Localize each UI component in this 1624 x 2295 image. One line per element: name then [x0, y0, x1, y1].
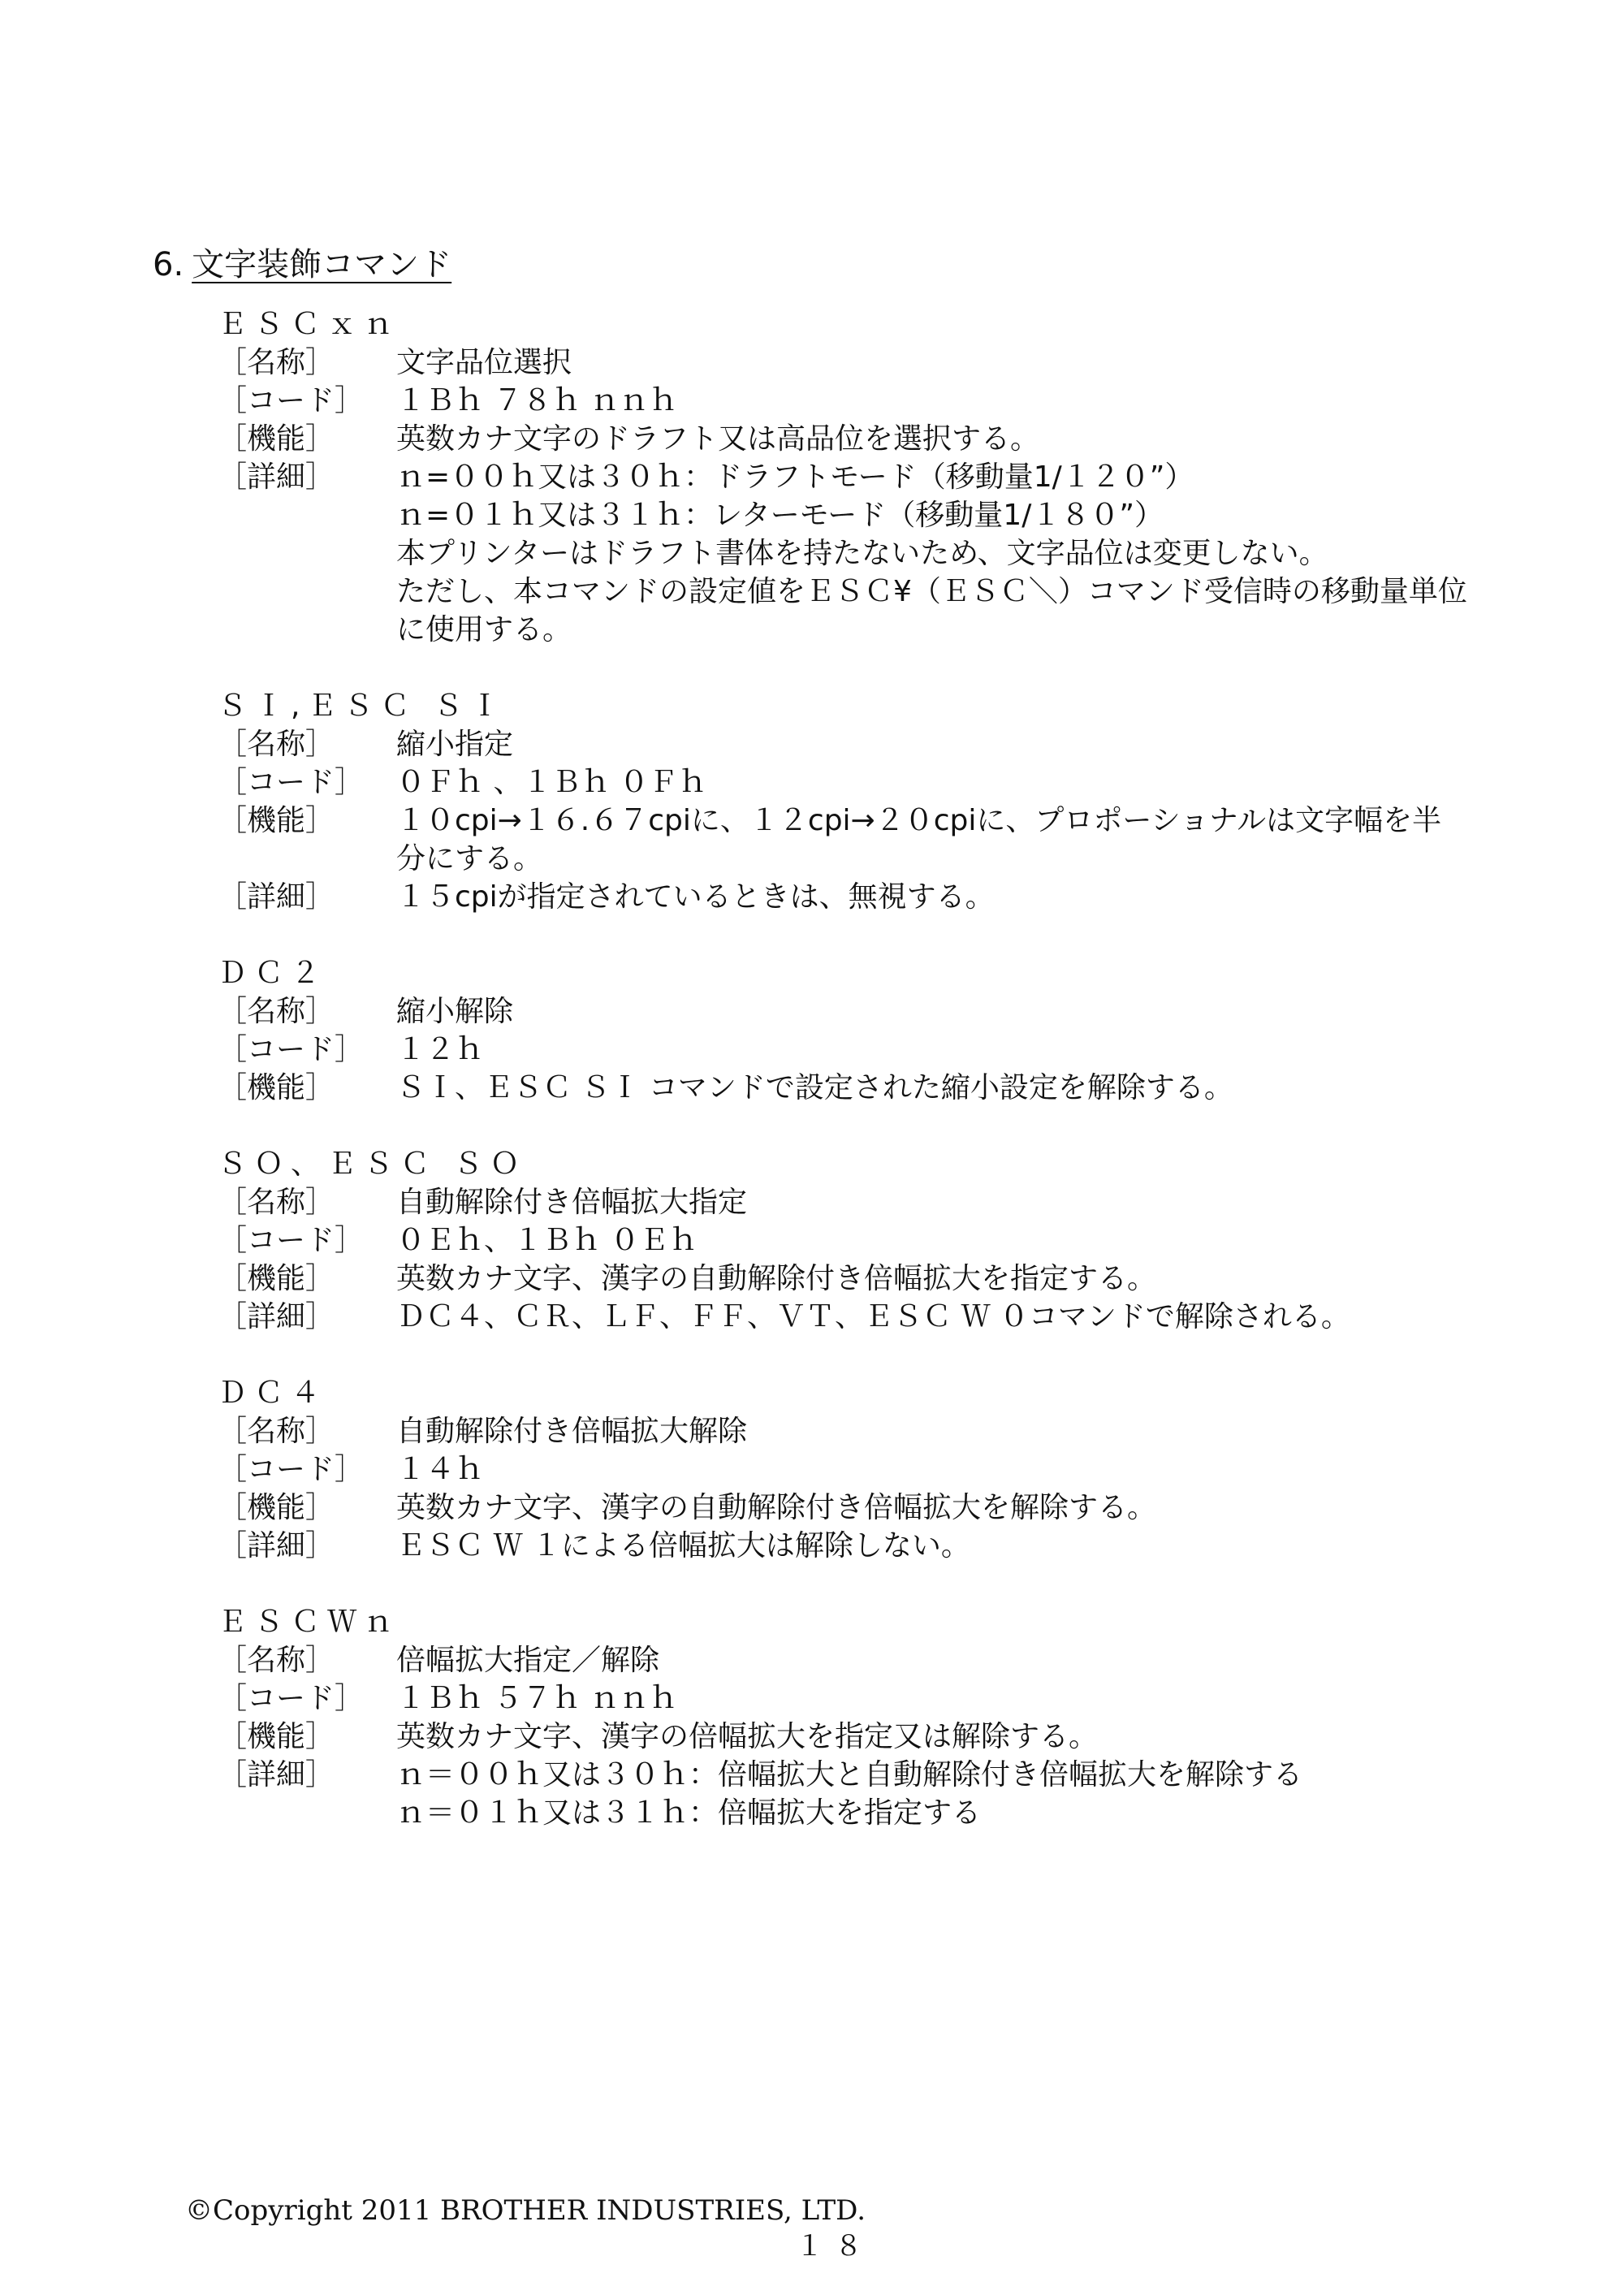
- field-value-line: 自動解除付き倍幅拡大解除: [396, 1415, 748, 1448]
- command-field-row: [218, 878, 1517, 916]
- field-value: [396, 1641, 1517, 1679]
- field-label: ［名称］: [218, 1186, 335, 1219]
- page-number: １８: [796, 2230, 874, 2263]
- field-value: [396, 1756, 1517, 1832]
- field-label: ［機能］: [218, 1262, 335, 1295]
- field-value: [396, 382, 1517, 420]
- copyright-notice: ©Copyright 2011 BROTHER INDUSTRIES, LTD.: [185, 2194, 866, 2227]
- field-label: ［名称］: [218, 1415, 335, 1448]
- command-name: ＳＩ,ＥＳＣ ＳＩ: [218, 689, 507, 723]
- field-value: [396, 1450, 1517, 1489]
- field-value: [396, 1679, 1517, 1718]
- field-label: ［コード］: [218, 766, 365, 799]
- command-list: [218, 305, 1517, 1870]
- command-name: ＤＣ４: [218, 1377, 328, 1410]
- field-value: [396, 458, 1517, 649]
- field-label: ［名称］: [218, 995, 335, 1028]
- field-value-line: 英数カナ文字、漢字の自動解除付き倍幅拡大を指定する。: [396, 1262, 1157, 1295]
- field-value: [396, 344, 1517, 382]
- command-field-row: [218, 1641, 1517, 1679]
- field-value-line: １４ｈ: [396, 1453, 485, 1486]
- command-field-row: [218, 1412, 1517, 1450]
- field-label: ［コード］: [218, 1682, 365, 1715]
- field-label: ［名称］: [218, 728, 335, 761]
- field-value-line: に使用する。: [396, 613, 572, 646]
- field-label: ［詳細］: [218, 1758, 335, 1791]
- field-value: [396, 1489, 1517, 1527]
- command-field-row: [218, 1183, 1517, 1221]
- field-value: [396, 1260, 1517, 1298]
- command-field-row: [218, 1489, 1517, 1527]
- field-value-line: ＳＩ、ＥＳＣ ＳＩ コマンドで設定された縮小設定を解除する。: [396, 1071, 1233, 1104]
- command-block: [218, 687, 1517, 916]
- command-field-row: [218, 458, 1517, 649]
- field-value-line: 倍幅拡大指定／解除: [396, 1644, 660, 1677]
- command-block: [218, 1145, 1517, 1336]
- command-field-row: [218, 1679, 1517, 1718]
- command-field-row: [218, 1069, 1517, 1107]
- field-value-line: ０Ｆｈ 、１Ｂｈ ０Ｆｈ: [396, 766, 707, 799]
- field-value: [396, 1298, 1517, 1336]
- field-label: ［詳細］: [218, 880, 335, 914]
- field-value-line: ｎ=００ｈ又は３０ｈ：ドラフトモード（移動量1/１２０”）: [396, 460, 1194, 494]
- field-label: ［名称］: [218, 346, 335, 379]
- command-name: ＥＳＣＷｎ: [218, 1606, 401, 1639]
- command-field-row: [218, 1298, 1517, 1336]
- field-value-line: 分にする。: [396, 842, 543, 875]
- field-label: ［機能］: [218, 1491, 335, 1524]
- field-value-line: ｎ=０１ｈ又は３１ｈ：レターモード（移動量1/１８０”）: [396, 499, 1164, 532]
- command-field-row: [218, 382, 1517, 420]
- field-value-line: 英数カナ文字、漢字の自動解除付き倍幅拡大を解除する。: [396, 1491, 1157, 1524]
- command-block: [218, 1603, 1517, 1832]
- field-value: [396, 1412, 1517, 1450]
- field-value-line: 縮小指定: [396, 728, 514, 761]
- field-value: [396, 1183, 1517, 1221]
- section-number: 6.: [153, 246, 184, 283]
- field-label: ［機能］: [218, 1071, 335, 1104]
- command-field-row: [218, 802, 1517, 878]
- field-value: [396, 802, 1517, 878]
- field-label: ［詳細］: [218, 1529, 335, 1562]
- command-block: [218, 1374, 1517, 1565]
- command-field-row: [218, 1221, 1517, 1260]
- field-label: ［機能］: [218, 422, 335, 456]
- command-field-row: [218, 1450, 1517, 1489]
- field-label: ［コード］: [218, 1453, 365, 1486]
- field-value-line: ＤＣ４、ＣＲ、ＬＦ、ＦＦ、ＶＴ、ＥＳＣ Ｗ ０コマンドで解除される。: [396, 1300, 1350, 1333]
- field-value: [396, 725, 1517, 763]
- field-value: [396, 763, 1517, 802]
- field-value: [396, 1031, 1517, 1069]
- command-field-row: [218, 1031, 1517, 1069]
- field-label: ［コード］: [218, 1033, 365, 1066]
- field-label: ［詳細］: [218, 1300, 335, 1333]
- field-value-line: １０cpi→１６.６７cpiに、１２cpi→２０cpiに、プロポーショナルは文字幅を半: [396, 804, 1442, 837]
- field-value-line: ただし、本コマンドの設定値をＥＳＣ¥（ＥＳＣ＼）コマンド受信時の移動量単位: [396, 575, 1467, 608]
- command-block: [218, 954, 1517, 1107]
- field-value: [396, 420, 1517, 458]
- field-value-line: １５cpiが指定されているときは、無視する。: [396, 880, 995, 914]
- command-field-row: [218, 344, 1517, 382]
- field-value: [396, 992, 1517, 1031]
- field-value: [396, 1718, 1517, 1756]
- command-field-row: [218, 1260, 1517, 1298]
- field-value-line: １Ｂｈ ５７ｈ ｎｎｈ: [396, 1682, 678, 1715]
- command-field-row: [218, 420, 1517, 458]
- field-value-line: 英数カナ文字のドラフト又は高品位を選択する。: [396, 422, 1040, 456]
- command-field-row: [218, 725, 1517, 763]
- field-label: ［名称］: [218, 1644, 335, 1677]
- field-label: ［コード］: [218, 1224, 365, 1257]
- command-field-row: [218, 1718, 1517, 1756]
- field-value-line: １２ｈ: [396, 1033, 485, 1066]
- command-field-row: [218, 1527, 1517, 1565]
- command-field-row: [218, 992, 1517, 1031]
- field-value: [396, 1527, 1517, 1565]
- field-value-line: ０Ｅｈ、１Ｂｈ ０Ｅｈ: [396, 1224, 698, 1257]
- field-value-line: ｎ＝０１ｈ又は３１ｈ：倍幅拡大を指定する: [396, 1796, 982, 1830]
- field-value: [396, 1221, 1517, 1260]
- field-value-line: 文字品位選択: [396, 346, 572, 379]
- field-label: ［詳細］: [218, 460, 335, 494]
- command-name: ＳＯ、ＥＳＣ ＳＯ: [218, 1148, 527, 1181]
- field-value-line: 英数カナ文字、漢字の倍幅拡大を指定又は解除する。: [396, 1720, 1099, 1753]
- command-block: [218, 305, 1517, 649]
- command-field-row: [218, 763, 1517, 802]
- field-value: [396, 1069, 1517, 1107]
- field-label: ［機能］: [218, 804, 335, 837]
- field-value-line: 自動解除付き倍幅拡大指定: [396, 1186, 748, 1219]
- field-value: [396, 878, 1517, 916]
- section-heading: [153, 242, 451, 287]
- command-name: ＥＳＣｘｎ: [218, 308, 401, 341]
- field-value-line: ＥＳＣ Ｗ １による倍幅拡大は解除しない。: [396, 1529, 970, 1562]
- section-title: 文字装飾コマンド: [192, 246, 452, 283]
- field-value-line: 本プリンターはドラフト書体を持たないため、文字品位は変更しない。: [396, 537, 1328, 570]
- command-name: ＤＣ２: [218, 957, 328, 990]
- field-value-line: 縮小解除: [396, 995, 514, 1028]
- field-value-line: ｎ＝００ｈ又は３０ｈ：倍幅拡大と自動解除付き倍幅拡大を解除する: [396, 1758, 1303, 1791]
- field-value-line: １Ｂｈ ７８ｈ ｎｎｈ: [396, 384, 678, 417]
- command-field-row: [218, 1756, 1517, 1832]
- field-label: ［機能］: [218, 1720, 335, 1753]
- field-label: ［コード］: [218, 384, 365, 417]
